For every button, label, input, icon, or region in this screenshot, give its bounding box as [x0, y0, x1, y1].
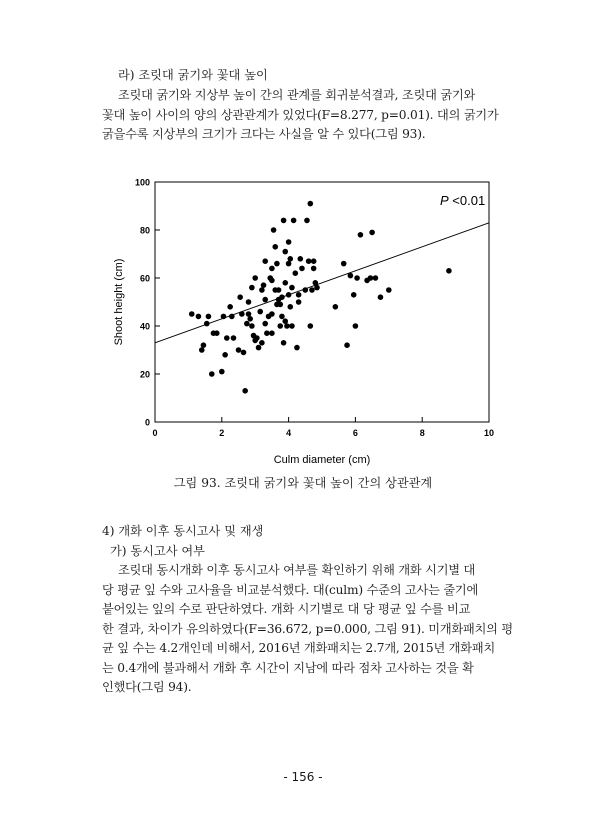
data-point [244, 321, 250, 327]
data-point [308, 323, 314, 329]
data-point [259, 340, 265, 346]
data-point [386, 287, 392, 293]
data-point [214, 330, 220, 336]
paragraph-line: 한 결과, 차이가 유의하였다(F=36.672, p=0.000, 그림 91). 미개화패치의 평 [102, 621, 513, 636]
paragraph-line: 당 평균 잎 수와 고사율을 비교분석했다. 대(culm) 수준의 고사는 줄기에 [102, 582, 479, 597]
data-point [287, 256, 293, 262]
p-value-annotation: P <0.01 [440, 193, 486, 208]
data-point [262, 321, 268, 327]
data-point [282, 318, 288, 324]
plot-frame [155, 182, 489, 422]
data-point [299, 266, 305, 272]
paragraph-line: 인했다(그림 94). [102, 680, 192, 694]
data-point [236, 347, 242, 353]
y-tick-label: 60 [139, 273, 150, 284]
x-axis-label: Culm diameter (cm) [273, 454, 371, 466]
data-point [189, 311, 195, 317]
data-point [224, 335, 230, 341]
data-point [351, 292, 357, 298]
data-point [292, 270, 298, 276]
scatter-chart [100, 170, 510, 470]
data-point [341, 261, 347, 267]
data-point [209, 371, 215, 377]
data-point [256, 345, 262, 351]
data-point [348, 273, 354, 279]
data-point [281, 340, 287, 346]
data-point [289, 323, 295, 329]
data-point [297, 256, 303, 262]
y-tick-label: 20 [139, 369, 150, 380]
figure-caption: 그림 93. 조릿대 굵기와 꽃대 높이 간의 상관관계 [173, 476, 433, 490]
x-tick-label: 8 [419, 428, 425, 438]
data-point [368, 275, 374, 281]
data-point [308, 201, 314, 207]
data-point [231, 335, 237, 341]
data-point [279, 294, 285, 300]
data-point [286, 292, 292, 298]
data-point [269, 330, 275, 336]
data-point [378, 294, 384, 300]
data-point [354, 275, 360, 281]
data-point [269, 266, 275, 272]
data-point [369, 230, 375, 236]
data-point [242, 388, 248, 394]
data-point [296, 299, 302, 305]
data-point [311, 266, 317, 272]
y-axis-label: Shoot height (cm) [113, 258, 125, 346]
data-point [313, 280, 319, 286]
data-point [304, 218, 310, 224]
section-heading-ra: 라) 조릿대 굵기와 꽃대 높이 [118, 68, 268, 82]
data-point [269, 278, 275, 284]
data-point [282, 280, 288, 286]
x-tick-label: 6 [352, 428, 358, 438]
paragraph-line: 조릿대 동시개화 이후 동시고사 여부를 확인하기 위해 개화 시기별 대 [118, 563, 476, 577]
data-point [291, 218, 297, 224]
data-point [222, 352, 228, 358]
y-tick-label: 0 [144, 417, 150, 428]
data-point [252, 275, 258, 281]
data-point [257, 309, 263, 315]
data-point [196, 314, 202, 320]
paragraph-line: 조릿대 굵기와 지상부 높이 간의 관계를 회귀분석결과, 조릿대 굵기와 [118, 88, 476, 102]
y-tick-label: 40 [139, 321, 150, 332]
x-tick-label: 10 [483, 428, 495, 438]
data-point [286, 261, 292, 267]
data-point [286, 239, 292, 245]
data-point [277, 323, 283, 329]
data-point [262, 258, 268, 264]
data-point [259, 287, 265, 293]
data-point [229, 314, 235, 320]
paragraph-line: 굵을수록 지상부의 크기가 크다는 사실을 알 수 있다(그림 93). [102, 127, 426, 141]
data-point [289, 285, 295, 291]
data-point [276, 287, 282, 293]
data-point [311, 258, 317, 264]
data-point [246, 311, 252, 317]
data-point [221, 314, 227, 320]
paragraph-line: 붙어있는 잎의 수로 판단하였다. 개화 시기별로 대 당 평균 잎 수를 비교 [102, 602, 471, 616]
data-point [262, 297, 268, 303]
x-tick-label: 4 [286, 428, 292, 438]
paragraph-line: 꽃대 높이 사이의 양의 상관관계가 있었다(F=8.277, p=0.01). 대의 굵기가 [102, 107, 499, 122]
data-point [314, 285, 320, 291]
data-point [271, 227, 277, 233]
data-point [237, 294, 243, 300]
data-point [446, 268, 452, 274]
data-point [204, 321, 210, 327]
data-point [284, 323, 290, 329]
data-point [274, 261, 280, 267]
data-point [309, 287, 315, 293]
data-point [261, 282, 267, 288]
data-point [264, 330, 270, 336]
data-point [287, 304, 293, 310]
data-point [269, 311, 275, 317]
data-point [249, 323, 255, 329]
x-tick-label: 0 [152, 428, 158, 438]
data-point [272, 244, 278, 250]
data-point [306, 258, 312, 264]
data-point [199, 347, 205, 353]
data-point [247, 316, 253, 322]
data-point [201, 342, 207, 348]
page-number: - 156 - [283, 770, 323, 784]
paragraph-line: 균 잎 수는 4.2개인데 비해서, 2016년 개화패치는 2.7개, 2015년 개화패치 [102, 641, 496, 655]
data-point [282, 249, 288, 255]
data-point [249, 285, 255, 291]
data-point [227, 304, 233, 310]
data-point [303, 287, 309, 293]
data-point [219, 369, 225, 375]
scatter-chart-svg [100, 170, 510, 470]
data-point [281, 218, 287, 224]
data-point [353, 323, 359, 329]
y-tick-label: 100 [134, 177, 150, 188]
y-tick-label: 80 [139, 225, 150, 236]
data-point [241, 350, 247, 356]
data-point [246, 299, 252, 305]
subsection-heading: 가) 동시고사 여부 [110, 544, 205, 558]
data-point [279, 314, 285, 320]
data-point [294, 345, 300, 351]
data-point [296, 292, 302, 298]
data-point [206, 314, 212, 320]
data-point [333, 304, 339, 310]
section-heading-4: 4) 개화 이후 동시고사 및 재생 [102, 524, 264, 538]
data-point [344, 342, 350, 348]
x-tick-label: 2 [219, 428, 225, 438]
data-point [277, 302, 283, 308]
paragraph-line: 는 0.4개에 불과해서 개화 후 시간이 지남에 따라 점차 고사하는 것을 확 [102, 660, 474, 675]
data-point [358, 232, 364, 238]
data-point [239, 311, 245, 317]
data-point [373, 275, 379, 281]
data-point [254, 335, 260, 341]
